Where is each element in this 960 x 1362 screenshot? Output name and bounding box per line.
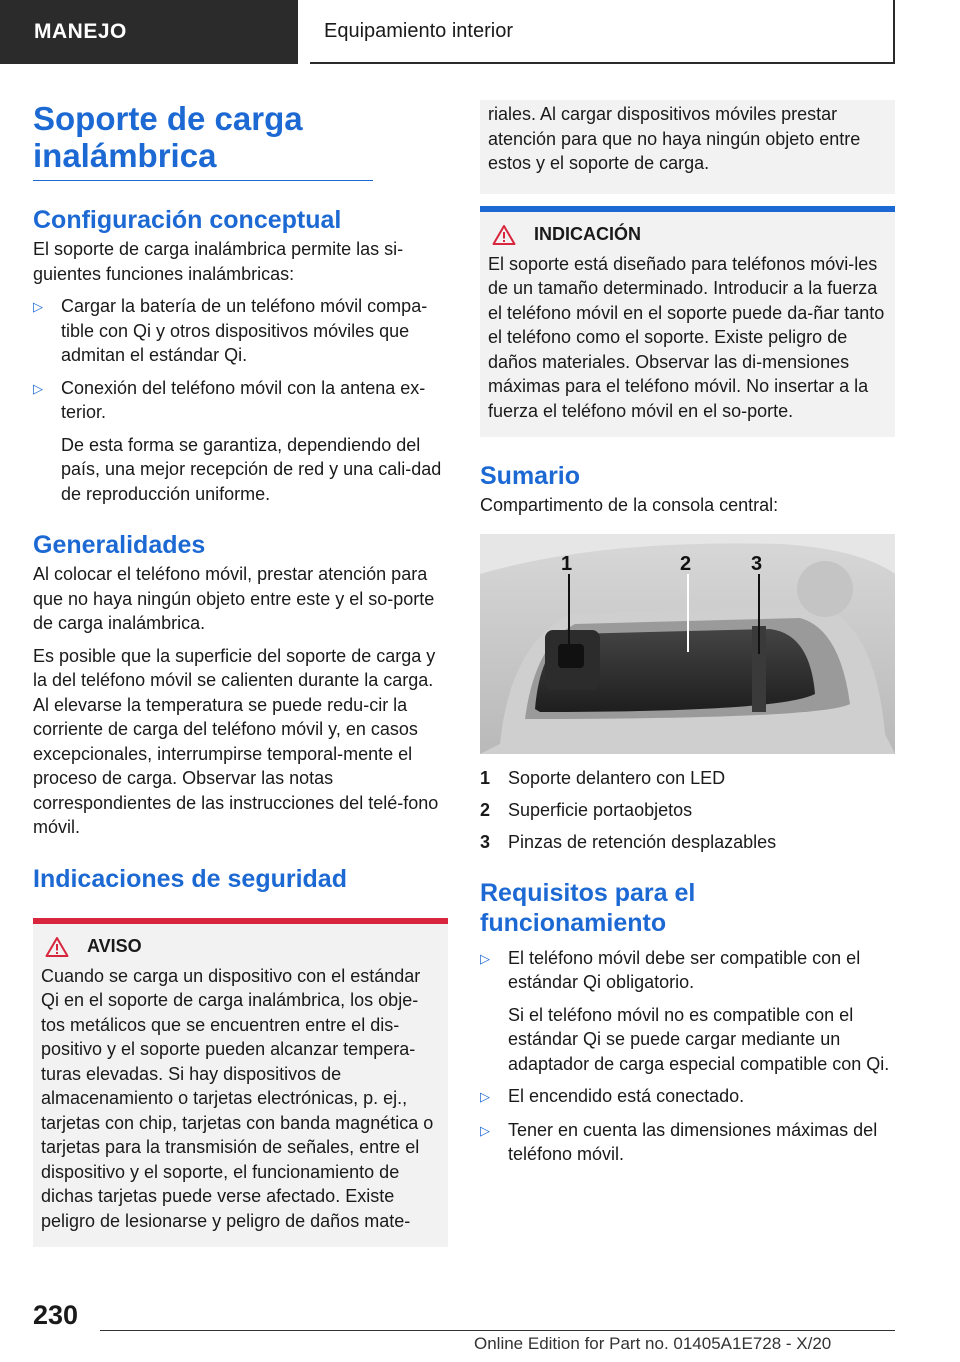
aviso-box <box>33 924 448 1248</box>
callout-label: 1 <box>561 552 573 575</box>
triangle-right-icon: ▷ <box>33 380 43 396</box>
general-paragraph-2: Es posible que la superficie del soporte de carga y la del teléfono móvil se calienten durante la carga. Al elevarse la temperatura se puede redu-cir la corriente de carga del teléfono móvil y, en casos excepcionales, interrumpirse temporal-mente el proceso de carga. Observar las notas correspondientes de las instrucciones del telé-fono móvil. <box>33 645 439 837</box>
section-label: MANEJO <box>34 20 127 43</box>
triangle-right-icon: ▷ <box>480 1089 490 1104</box>
aviso-text: Cuando se carga un dispositivo con el estándar Qi en el soporte de carga inalámbrica, los obje-tos metálicos que se encuentren entre el dis-positivo y el soporte pueden alcanzar tempera-turas elevadas. Si hay dispositivos de almacenamiento o tarjetas electrónicas, p. ej., tarjetas con chip, tarjetas con banda magnética o tarjetas para la transmisión de señales, entre el dispositivo y el soporte, el funcionamiento de dichas tarjetas puede verse afectado. Existe peligro de lesionarse y peligro de daños mate- <box>41 965 434 1231</box>
callout-label: 2 <box>680 552 692 575</box>
concept-heading: Configuración conceptual <box>33 206 342 234</box>
aviso-title <box>41 936 440 958</box>
summary-heading: Sumario <box>480 462 581 490</box>
callout-label: 3 <box>751 552 763 575</box>
legend-text: Superficie portaobjetos <box>508 799 693 820</box>
bullet-text: Conexión del teléfono móvil con la antena ex-terior. <box>61 377 426 422</box>
warning-triangle-icon <box>45 936 69 958</box>
safety-heading: Indicaciones de seguridad <box>33 864 347 893</box>
footer-rule <box>100 1330 895 1331</box>
legend-number: 1 <box>480 767 491 788</box>
list-item <box>480 946 895 995</box>
indicacion-box <box>480 212 895 438</box>
right-column <box>480 100 895 1167</box>
general-paragraph-1: Al colocar el teléfono móvil, prestar atención para que no haya ningún objeto entre este y el so-porte de carga inalámbrica. <box>33 564 435 633</box>
legend-text: Pinzas de retención desplazables <box>508 831 777 852</box>
list-item <box>33 376 448 425</box>
page-title: Soporte de carga inalámbrica <box>33 100 373 181</box>
aviso-label: AVISO <box>87 936 142 956</box>
warning-triangle-icon <box>492 224 516 246</box>
console-photo <box>480 534 895 754</box>
list-item <box>480 1118 895 1167</box>
requirements-note: Si el teléfono móvil no es compatible con el estándar Qi se puede cargar mediante un adaptador de carga especial compatible con Qi. <box>508 1004 890 1074</box>
triangle-right-icon: ▷ <box>480 1122 490 1138</box>
section-tab <box>0 0 298 64</box>
general-heading: Generalidades <box>33 531 206 559</box>
summary-intro: Compartimento de la consola central: <box>480 495 779 515</box>
aviso-text-continued: riales. Al cargar dispositivos móviles prestar atención para que no haya ningún objeto entre estos y el soporte de carga. <box>488 104 861 173</box>
indicacion-title <box>488 224 887 246</box>
legend-number: 3 <box>480 831 491 852</box>
indicacion-text: El soporte está diseñado para teléfonos móvi-les de un tamaño determinado. Introducir a la fuerza el teléfono móvil en el soporte puede da-ñar tanto el teléfono como el soporte. Existe peligro de daños materiales. Observar las di-mensiones máximas para el teléfono móvil. No insertar a la fuerza el teléfono móvil en el so-porte. <box>488 253 885 421</box>
bullet-text: El encendido está conectado. <box>508 1086 745 1106</box>
list-item <box>480 1084 895 1110</box>
subsection-header <box>310 0 895 64</box>
indicacion-label: INDICACIÓN <box>534 224 641 244</box>
legend-number: 2 <box>480 799 491 820</box>
bullet-text: Cargar la batería de un teléfono móvil compa-tible con Qi y otros dispositivos móviles que admitan el estándar Qi. <box>61 296 428 365</box>
concept-note: De esta forma se garantiza, dependiendo del país, una mejor recepción de red y una cali-dad de reproducción uniforme. <box>61 434 442 504</box>
legend-item <box>480 766 895 790</box>
triangle-right-icon: ▷ <box>33 299 43 314</box>
subsection-label: Equipamiento interior <box>324 19 513 42</box>
concept-intro: El soporte de carga inalámbrica permite las si-guientes funciones inalámbricas: <box>33 239 404 284</box>
console-illustration <box>480 534 895 754</box>
legend-text: Soporte delantero con LED <box>508 767 726 788</box>
bullet-text: El teléfono móvil debe ser compatible con el estándar Qi obligatorio. <box>508 947 861 992</box>
list-item <box>33 294 448 368</box>
aviso-box-continued <box>480 100 895 194</box>
triangle-right-icon: ▷ <box>480 950 490 966</box>
legend-list <box>480 766 895 854</box>
requirements-heading: Requisitos para el funcionamiento <box>480 878 696 937</box>
legend-item <box>480 830 895 854</box>
legend-item <box>480 798 895 822</box>
page-number: 230 <box>33 1300 79 1330</box>
left-column <box>33 100 448 1247</box>
bullet-text: Tener en cuenta las dimensiones máximas del teléfono móvil. <box>508 1119 878 1164</box>
edition-text: Online Edition for Part no. 01405A1E728 - X/20 <box>474 1334 832 1353</box>
